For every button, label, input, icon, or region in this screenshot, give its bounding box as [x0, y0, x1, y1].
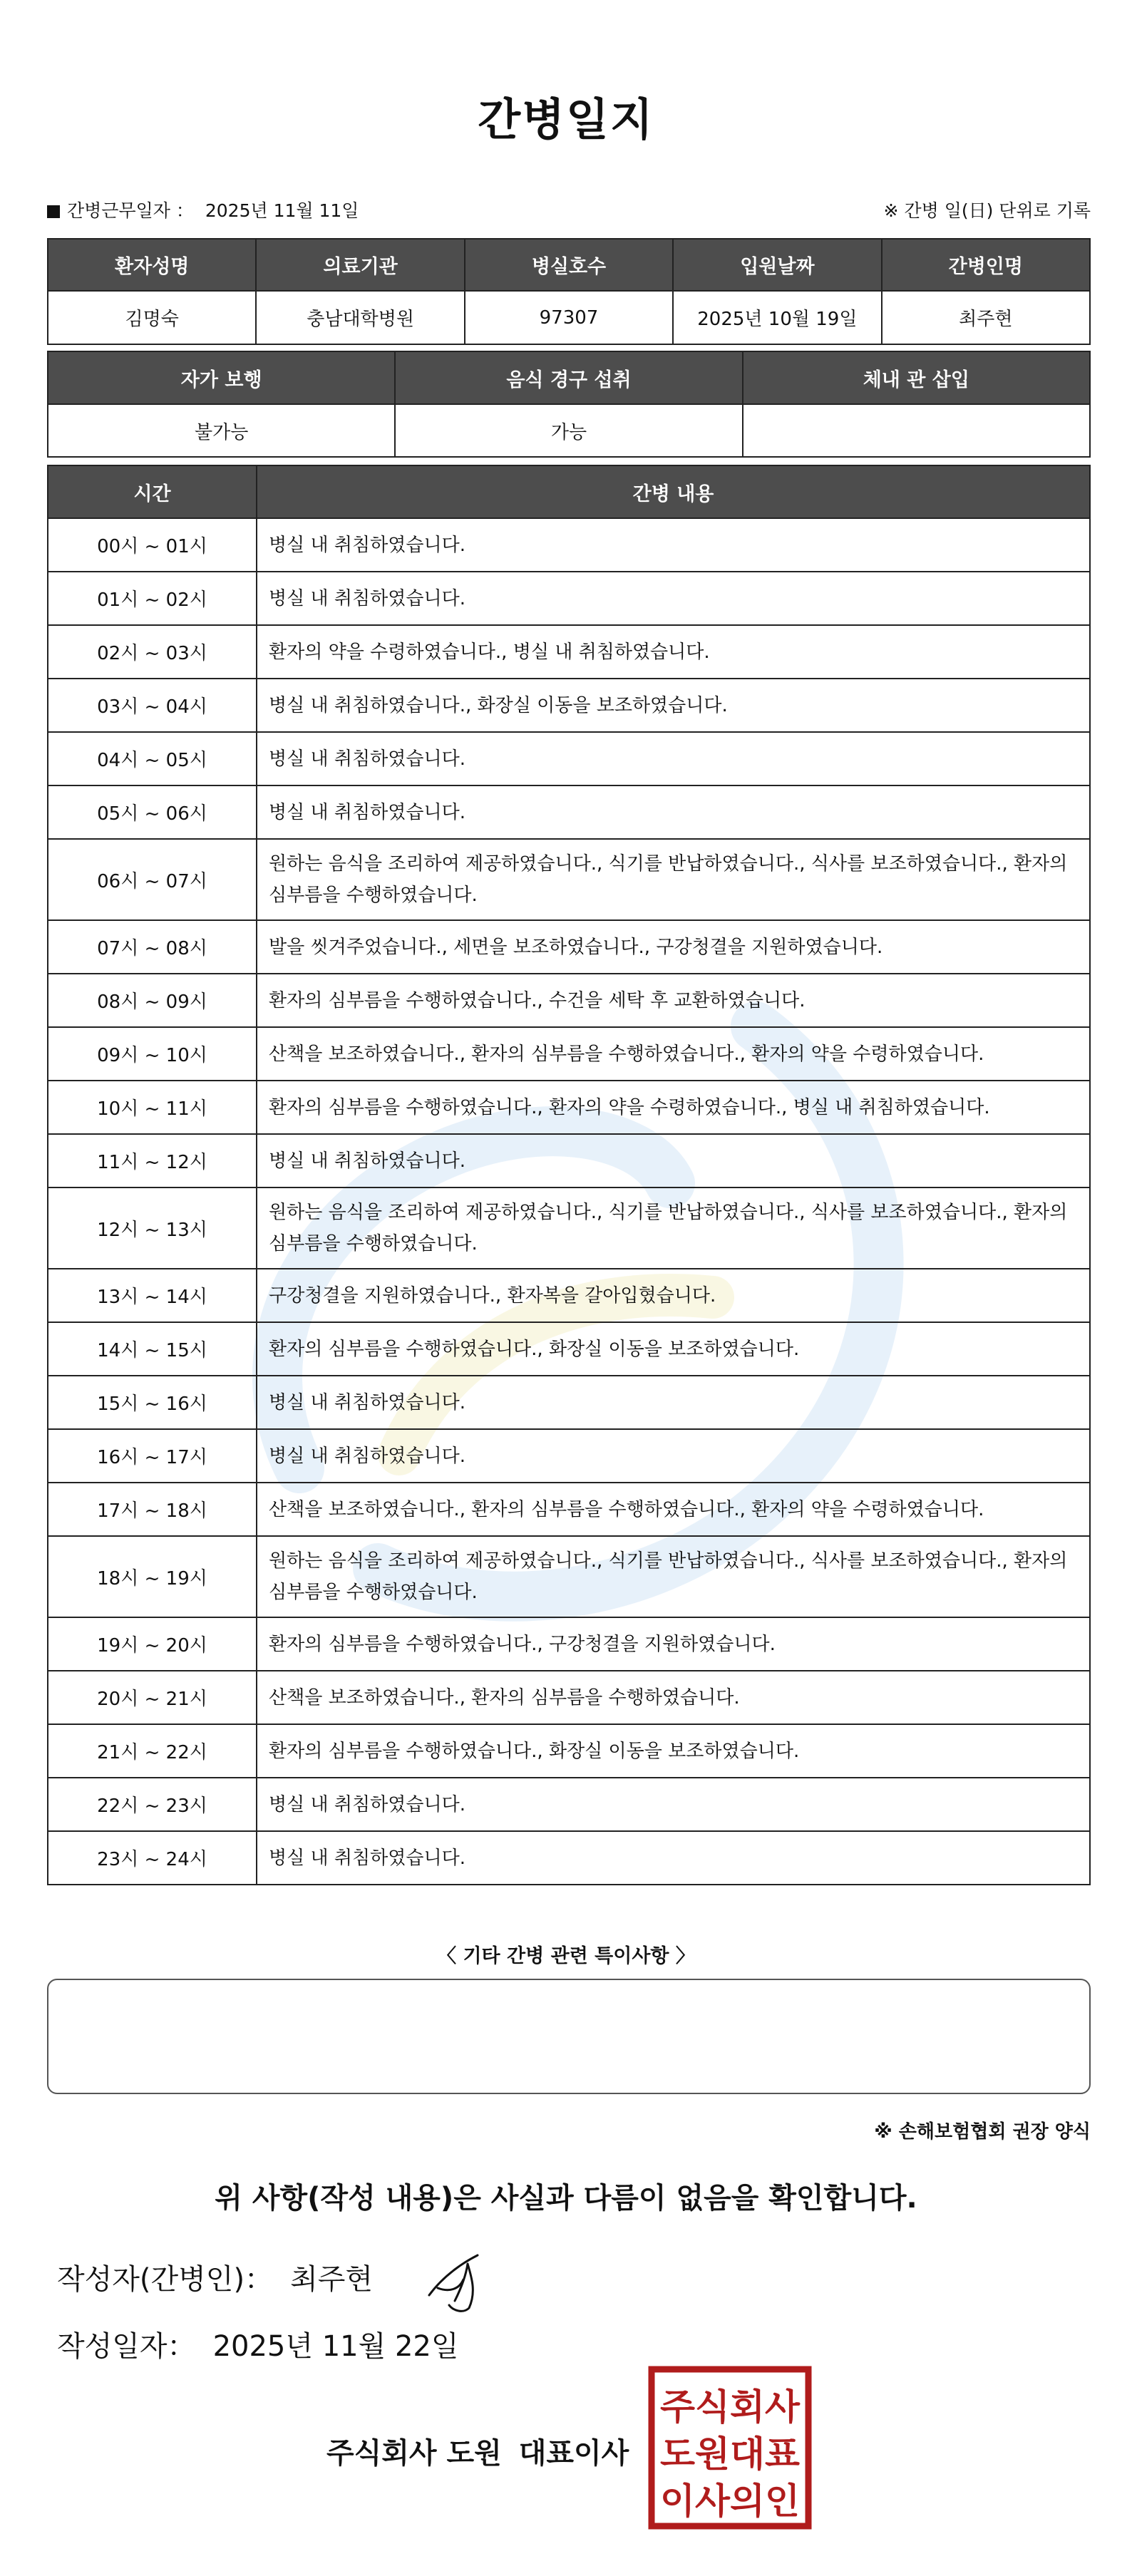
remarks-box [47, 1979, 1091, 2094]
company-seal-stamp [647, 2365, 813, 2530]
care-content-cell: 병실 내 취침하였습니다. [257, 1831, 1090, 1885]
time-cell: 21시 ~ 22시 [48, 1724, 257, 1778]
table-row [48, 679, 1090, 732]
care-content-cell: 원하는 음식을 조리하여 제공하였습니다., 식기를 반납하였습니다., 식사를 보조하였습니다., 환자의 심부름을 수행하였습니다. [257, 1536, 1090, 1617]
care-content-cell: 구강청결을 지원하였습니다., 환자복을 갈아입혔습니다. [257, 1269, 1090, 1322]
table-header-row [48, 239, 1090, 291]
company-line [326, 2431, 629, 2471]
table-row [48, 518, 1090, 572]
time-cell: 05시 ~ 06시 [48, 785, 257, 839]
table-row [48, 1617, 1090, 1671]
header-time: 시간 [48, 465, 257, 518]
care-content-cell: 병실 내 취침하였습니다. [257, 1134, 1090, 1187]
company-name: 주식회사 도원 [326, 2437, 502, 2470]
time-cell: 06시 ~ 07시 [48, 839, 257, 920]
header-oral-intake: 음식 경구 섭취 [395, 351, 742, 404]
time-cell: 18시 ~ 19시 [48, 1536, 257, 1617]
care-content-cell: 환자의 심부름을 수행하였습니다., 수건을 세탁 후 교환하였습니다. [257, 974, 1090, 1027]
time-cell: 12시 ~ 13시 [48, 1187, 257, 1269]
time-cell: 13시 ~ 14시 [48, 1269, 257, 1322]
care-content-cell: 병실 내 취침하였습니다. [257, 1429, 1090, 1483]
bullet-square-icon [47, 205, 60, 218]
patient-info-table [47, 238, 1091, 345]
confirmation-text: 위 사항(작성 내용)은 사실과 다름이 없음을 확인합니다. [215, 2182, 917, 2215]
patient-name: 김명숙 [48, 291, 256, 344]
document-title: 간병일지 [478, 93, 654, 145]
date-value: 2025년 11월 22일 [212, 2330, 459, 2363]
time-cell: 01시 ~ 02시 [48, 572, 257, 625]
time-cell: 17시 ~ 18시 [48, 1483, 257, 1536]
table-row [48, 785, 1090, 839]
unit-note: ※ 간병 일(日) 단위로 기록 [883, 200, 1091, 221]
table-row [48, 1081, 1090, 1134]
table-row [48, 291, 1090, 344]
table-row [48, 1483, 1090, 1536]
table-row [48, 1134, 1090, 1187]
table-row [48, 1724, 1090, 1778]
time-cell: 03시 ~ 04시 [48, 679, 257, 732]
time-cell: 08시 ~ 09시 [48, 974, 257, 1027]
time-cell: 10시 ~ 11시 [48, 1081, 257, 1134]
table-row [48, 1187, 1090, 1269]
header-hospital: 의료기관 [256, 239, 464, 291]
table-row [48, 625, 1090, 679]
table-header-row [48, 465, 1090, 518]
care-content-cell: 발을 씻겨주었습니다., 세면을 보조하였습니다., 구강청결을 지원하였습니다. [257, 920, 1090, 974]
signature-image [416, 2245, 495, 2317]
table-row [48, 920, 1090, 974]
patient-condition-table [47, 351, 1091, 458]
header-room-number: 병실호수 [465, 239, 673, 291]
header-patient-name: 환자성명 [48, 239, 256, 291]
table-row [48, 839, 1090, 920]
care-log-rows [48, 518, 1090, 1885]
care-content-cell: 산책을 보조하였습니다., 환자의 심부름을 수행하였습니다., 환자의 약을 수령하였습니다. [257, 1027, 1090, 1081]
meta-row [47, 195, 1091, 224]
table-row [48, 974, 1090, 1027]
table-row [48, 1429, 1090, 1483]
care-content-cell: 병실 내 취침하였습니다. [257, 785, 1090, 839]
table-row [48, 732, 1090, 785]
seal-text-line: 주식회사 [660, 2386, 801, 2428]
tube-insertion [743, 404, 1090, 457]
oral-intake: 가능 [395, 404, 742, 457]
care-content-cell: 병실 내 취침하였습니다., 화장실 이동을 보조하였습니다. [257, 679, 1090, 732]
table-row [48, 1376, 1090, 1429]
time-cell: 20시 ~ 21시 [48, 1671, 257, 1724]
work-date-value: 2025년 11월 11일 [205, 200, 359, 221]
admission-date: 2025년 10월 19일 [673, 291, 881, 344]
room-number: 97307 [465, 291, 673, 344]
table-row [48, 1322, 1090, 1376]
care-content-cell: 병실 내 취침하였습니다. [257, 572, 1090, 625]
recommend-note: ※ 손해보험협회 권장 양식 [874, 2121, 1091, 2143]
care-content-cell: 병실 내 취침하였습니다. [257, 732, 1090, 785]
table-header-row [48, 351, 1090, 404]
care-content-cell: 산책을 보조하였습니다., 환자의 심부름을 수행하였습니다., 환자의 약을 수령하였습니다. [257, 1483, 1090, 1536]
representative-title: 대표이사 [518, 2437, 629, 2470]
self-walking: 불가능 [48, 404, 395, 457]
seal-text-line: 이사의인 [660, 2480, 800, 2522]
remarks-title: 〈 기타 간병 관련 특이사항 〉 [437, 1945, 695, 1967]
time-cell: 11시 ~ 12시 [48, 1134, 257, 1187]
hospital: 충남대학병원 [256, 291, 464, 344]
table-row [48, 1027, 1090, 1081]
header-admission-date: 입원날짜 [673, 239, 881, 291]
writer-label: 작성자(간병인)： [57, 2263, 274, 2296]
time-cell: 23시 ~ 24시 [48, 1831, 257, 1885]
table-row [48, 1831, 1090, 1885]
header-tube-insertion: 체내 관 삽입 [743, 351, 1090, 404]
table-row [48, 1536, 1090, 1617]
writer-line [57, 2257, 373, 2297]
care-content-cell: 환자의 심부름을 수행하였습니다., 화장실 이동을 보조하였습니다. [257, 1322, 1090, 1376]
caregiver-name: 최주현 [882, 291, 1090, 344]
time-cell: 22시 ~ 23시 [48, 1778, 257, 1831]
care-content-cell: 환자의 심부름을 수행하였습니다., 구강청결을 지원하였습니다. [257, 1617, 1090, 1671]
table-row [48, 1778, 1090, 1831]
care-content-cell: 환자의 심부름을 수행하였습니다., 환자의 약을 수령하였습니다., 병실 내 취침하였습니다. [257, 1081, 1090, 1134]
writer-name: 최주현 [290, 2263, 373, 2296]
time-cell: 14시 ~ 15시 [48, 1322, 257, 1376]
work-date-label: 간병근무일자 ： [67, 200, 194, 221]
table-row [48, 572, 1090, 625]
time-cell: 16시 ~ 17시 [48, 1429, 257, 1483]
care-content-cell: 산책을 보조하였습니다., 환자의 심부름을 수행하였습니다. [257, 1671, 1090, 1724]
time-cell: 07시 ~ 08시 [48, 920, 257, 974]
time-cell: 00시 ~ 01시 [48, 518, 257, 572]
care-content-cell: 원하는 음식을 조리하여 제공하였습니다., 식기를 반납하였습니다., 식사를 보조하였습니다., 환자의 심부름을 수행하였습니다. [257, 839, 1090, 920]
table-row [48, 404, 1090, 457]
seal-text-line: 도원대표 [660, 2433, 801, 2475]
care-content-cell: 환자의 약을 수령하였습니다., 병실 내 취침하였습니다. [257, 625, 1090, 679]
care-content-cell: 병실 내 취침하였습니다. [257, 1778, 1090, 1831]
work-date [47, 197, 359, 222]
care-content-cell: 병실 내 취침하였습니다. [257, 518, 1090, 572]
date-line [57, 2324, 459, 2364]
table-row [48, 1671, 1090, 1724]
care-content-cell: 원하는 음식을 조리하여 제공하였습니다., 식기를 반납하였습니다., 식사를 보조하였습니다., 환자의 심부름을 수행하였습니다. [257, 1187, 1090, 1269]
care-log-table [47, 465, 1091, 1885]
time-cell: 09시 ~ 10시 [48, 1027, 257, 1081]
header-self-walking: 자가 보행 [48, 351, 395, 404]
header-caregiver-name: 간병인명 [882, 239, 1090, 291]
care-content-cell: 환자의 심부름을 수행하였습니다., 화장실 이동을 보조하였습니다. [257, 1724, 1090, 1778]
table-row [48, 1269, 1090, 1322]
date-label: 작성일자： [57, 2330, 196, 2363]
care-content-cell: 병실 내 취침하였습니다. [257, 1376, 1090, 1429]
header-care-content: 간병 내용 [257, 465, 1090, 518]
time-cell: 04시 ~ 05시 [48, 732, 257, 785]
time-cell: 02시 ~ 03시 [48, 625, 257, 679]
time-cell: 19시 ~ 20시 [48, 1617, 257, 1671]
time-cell: 15시 ~ 16시 [48, 1376, 257, 1429]
